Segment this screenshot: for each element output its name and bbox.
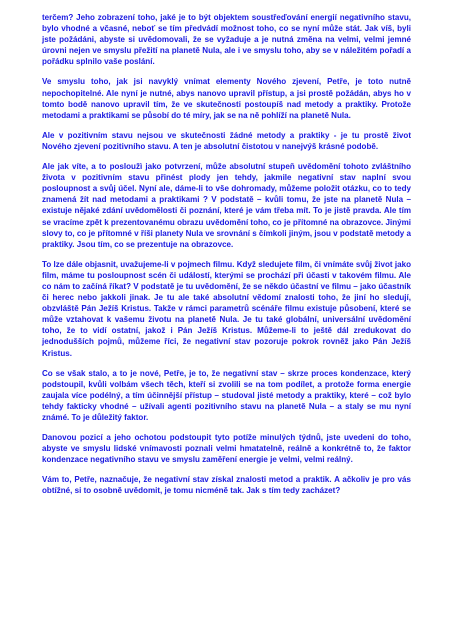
paragraph-6: Co se však stalo, a to je nové, Petře, je to, že negativní stav – skrze proces kondenzace, který podstoupil, kvůli volbám všech těch, kteří si zvolili se na tom podílet, a protože forma energie zaujala více podélný, a tím účinnější přístup – studoval jisté metody a praktiky, které – což bylo tehdy fakticky vhodné – užívali agenti pozitivního stavu na planetě Nula – a staly se mu nyní známé. To je důležitý faktor. bbox=[42, 368, 411, 422]
paragraph-1: terčem? Jeho zobrazení toho, jaké je to být objektem soustřeďování energií negativního stavu, bylo vhodné a včasné, neboť se tím předvádí možnost toho, co se nyní může stát. Jak víš, byli jste požádáni, abyste si uvědomovali, že se vyžaduje a je nutná změna na velmi, velmi jemné úrovni nejen ve smyslu přežití na planetě Nula, ale i ve smyslu toho, aby se v náležitém pořadí a pořádku splnilo vaše poslání. bbox=[42, 13, 411, 67]
document-body bbox=[42, 12, 411, 506]
paragraph-2: Ve smyslu toho, jak jsi navyklý vnímat elementy Nového zjevení, Petře, je toto nutně nepochopitelné. Ale nyní je nutné, abys nanovo upravil přístup, a jsi prostě požádán, abys ho v tomto bodě nanovo upravil tím, že ve skutečnosti postoupíš nad metody a praktiky. Protože metodami a praktikami se působí do té míry, jak se na ně pohlíží na planetě Nula. bbox=[42, 77, 411, 120]
paragraph-7: Danovou pozicí a jeho ochotou podstoupit tyto potíže minulých týdnů, jste uvedeni do toho, abyste ve smyslu lidské vnímavosti poznali velmi hmatatelně, reálně a konkrétně to, že faktor kondenzace negativního stavu ve smyslu zaměření energie je velmi, velmi reálný. bbox=[42, 433, 411, 465]
paragraph-5: To lze dále objasnit, uvažujeme-li v pojmech filmu. Když sledujete film, či vnímáte svůj život jako film, máme tu posloupnost scén či událostí, kterými se prochází při účasti v takovém filmu. Ale co nám to začíná říkat? V podstatě je tu uvědomění, že se někdo účastní ve filmu – jako účastník či herec nebo jakkoli jinak. Je tu ale také absolutní vědomí znalosti toho, že jiní ho sledují, obzvláště Pán Ježíš Kristus. Takže v rámci parametrů scénáře filmu existuje působení, které se může vztahovat k vašemu životu na planetě Nula. Je tu také globální, universální uvědomění toho, že to vidí ostatní, jakož i Pán Ježíš Kristus. Můžeme-li to ještě dál zredukovat do jednodušších pojmů, můžeme říci, že negativní stav pozoruje pokrok rovněž jako Pán Ježíš Kristus. bbox=[42, 259, 411, 358]
paragraph-8: Vám to, Petře, naznačuje, že negativní stav získal znalosti metod a praktik. A ačkoliv je pro vás obtížné, si to osobně uvědomit, je tomu nicméně tak. Jak s tím tedy zacházet? bbox=[42, 475, 411, 496]
paragraph-4: Ale jak víte, a to posloužì jako potvrzení, může absolutní stupeň uvědomění tohoto zvláštního života v pozitivním stavu přinést plody jen tehdy, jakmile negativní stav naplní svou posloupnost a svůj účel. Nyní ale, dáme-li to vše dohromady, můžeme položit otázku, co to tedy znamená žít nad metodami a praktikami ? V podstatě – kvůli tomu, že jste na planetě Nula – existuje nějaké zdání uvědomělosti či poznání, které je vám třeba mít. To je jistě pravda. Ale tím se vracíme zpět k prezentovanému obrazu uvědomění toho, co je přítomné na obrazovce. Jinými slovy to, co je přítomné v říši planety Nula ve srovnání s čímkoli jiným, jsou v podstatě metody a praktiky. Jsou tím, co se prezentuje na obrazovce. bbox=[42, 162, 411, 249]
paragraph-3: Ale v pozitivním stavu nejsou ve skutečnosti žádné metody a praktiky - je tu prostě život Nového zjevení pozitivního stavu. A ten je absolutní čistotou v nanejvýš krásné podobě. bbox=[42, 130, 411, 151]
